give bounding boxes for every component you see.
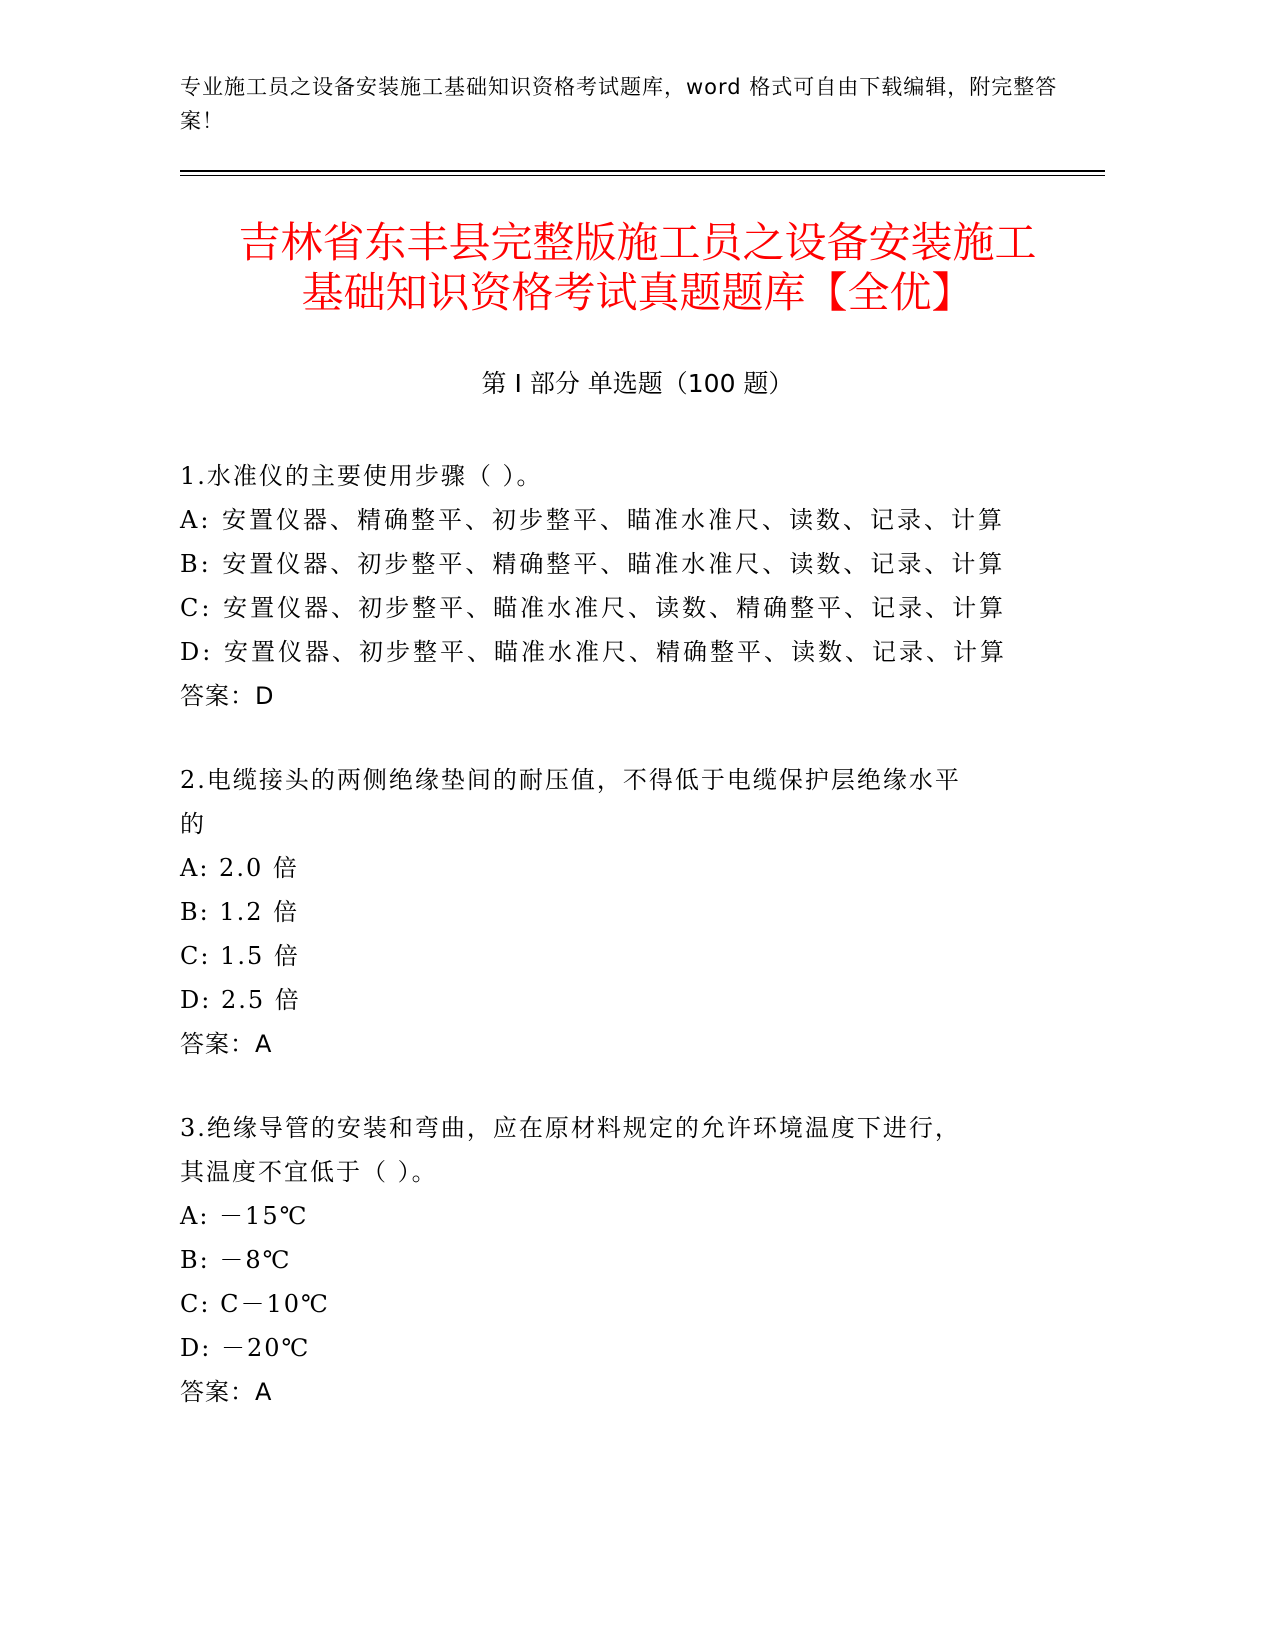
option-d: D: －20℃	[180, 1334, 311, 1362]
answer-label: 答案：A	[180, 1030, 273, 1058]
question-1	[180, 454, 1060, 718]
document-title	[150, 218, 1125, 318]
header-note: 专业施工员之设备安装施工基础知识资格考试题库，word 格式可自由下载编辑，附完整答案！	[180, 75, 1058, 133]
answer-label: 答案：A	[180, 1378, 273, 1406]
question-stem: 1.水准仪的主要使用步骤（ ）。	[180, 462, 543, 490]
document-title-line-1: 吉林省东丰县完整版施工员之设备安装施工	[238, 218, 1037, 267]
option-c: C: 1.5 倍	[180, 942, 300, 970]
option-d: D: 安置仪器、初步整平、瞄准水准尺、精确整平、读数、记录、计算	[180, 638, 1007, 666]
option-c: C: 安置仪器、初步整平、瞄准水准尺、读数、精确整平、记录、计算	[180, 594, 1007, 622]
option-c: C: C－10℃	[180, 1290, 330, 1318]
question-stem-line-1: 2.电缆接头的两侧绝缘垫间的耐压值，不得低于电缆保护层绝缘水平	[180, 766, 961, 794]
option-b: B: 安置仪器、初步整平、精确整平、瞄准水准尺、读数、记录、计算	[180, 550, 1006, 578]
document-title-line-2: 基础知识资格考试真题题库【全优】	[301, 268, 974, 317]
question-3	[180, 1106, 1060, 1414]
option-a: A: －15℃	[180, 1202, 309, 1230]
section-title: 第 I 部分 单选题（100 题）	[481, 369, 794, 398]
header-divider-thick	[180, 170, 1105, 172]
option-d: D: 2.5 倍	[180, 986, 301, 1014]
question-stem-line-1: 3.绝缘导管的安装和弯曲，应在原材料规定的允许环境温度下进行，	[180, 1114, 961, 1142]
question-2	[180, 758, 1060, 1066]
option-b: B: －8℃	[180, 1246, 292, 1274]
question-stem-line-2: 其温度不宜低于（ ）。	[180, 1158, 438, 1186]
answer-label: 答案：D	[180, 682, 275, 710]
header-divider-thin	[180, 175, 1105, 176]
option-a: A: 安置仪器、精确整平、初步整平、瞄准水准尺、读数、记录、计算	[180, 506, 1006, 534]
option-a: A: 2.0 倍	[180, 854, 299, 882]
option-b: B: 1.2 倍	[180, 898, 300, 926]
question-stem-line-2: 的	[180, 810, 206, 838]
